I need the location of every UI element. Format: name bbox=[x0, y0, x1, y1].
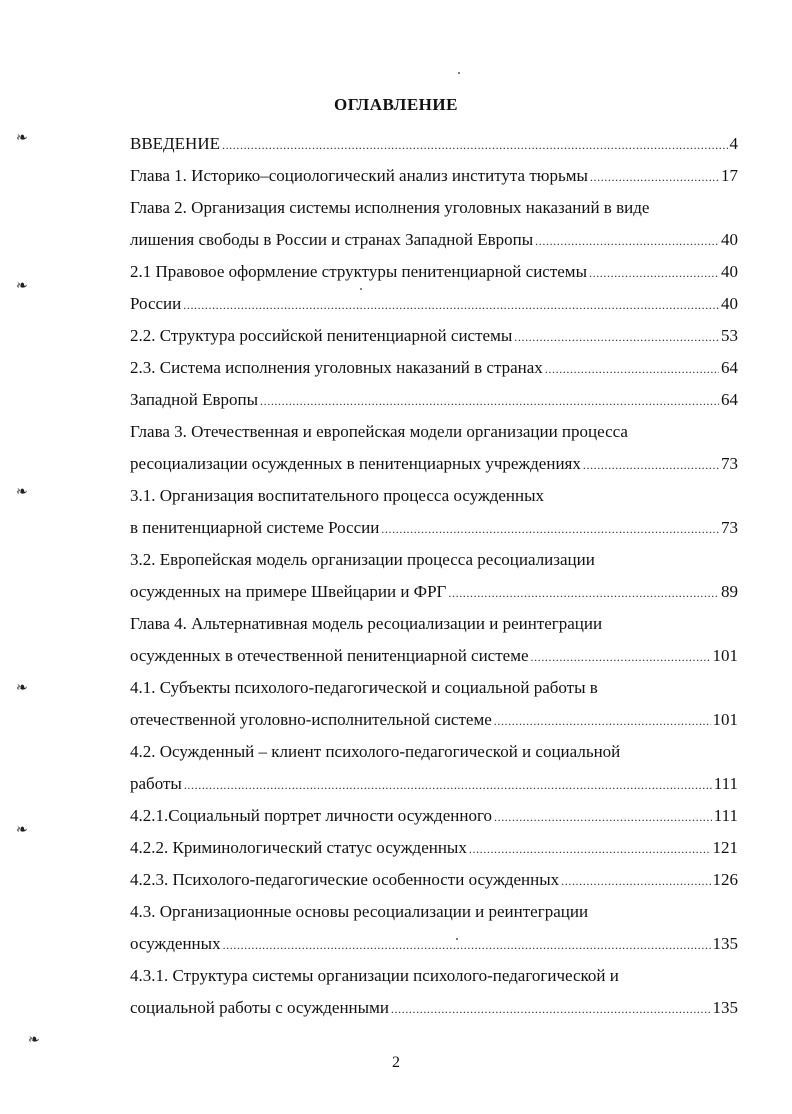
toc-entry[interactable] bbox=[130, 390, 738, 418]
dot-leader bbox=[184, 778, 712, 793]
dot-leader bbox=[545, 362, 719, 377]
toc-entry-text: ресоциализации осужденных в пенитенциарных учреждениях bbox=[130, 454, 581, 473]
toc-entry-page: 101 bbox=[712, 710, 738, 729]
toc-entry-text: отечественной уголовно-исполнительной системе bbox=[130, 710, 492, 729]
dot-leader bbox=[494, 810, 712, 825]
toc-entry-text: Глава 3. Отечественная и европейская модели организации процесса bbox=[130, 422, 628, 441]
toc-entry-text: 4.3.1. Структура системы организации психолого-педагогической и bbox=[130, 966, 619, 985]
toc-entry-text: Глава 2. Организация системы исполнения уголовных наказаний в виде bbox=[130, 198, 650, 217]
binder-hole-mark-icon: ❧ bbox=[16, 279, 28, 294]
dot-leader bbox=[469, 842, 711, 857]
binder-hole-mark-icon: ❧ bbox=[16, 485, 28, 500]
toc-entry-text: осужденных на примере Швейцарии и ФРГ bbox=[130, 582, 447, 601]
toc-entry-text: России bbox=[130, 294, 182, 313]
toc-entry-text: 3.2. Европейская модель организации процесса ресоциализации bbox=[130, 550, 595, 569]
dot-leader bbox=[260, 394, 719, 409]
toc-entry[interactable] bbox=[130, 870, 738, 898]
toc-entry-page: 135 bbox=[712, 998, 738, 1017]
toc-entry[interactable] bbox=[130, 262, 738, 290]
dot-leader bbox=[590, 170, 719, 185]
toc-entry[interactable] bbox=[130, 198, 738, 226]
page-title: ОГЛАВЛЕНИЕ bbox=[334, 95, 458, 114]
toc-entry[interactable] bbox=[130, 966, 738, 994]
toc-entry-text: осужденных в отечественной пенитенциарной системе bbox=[130, 646, 529, 665]
toc-entry[interactable] bbox=[130, 646, 738, 674]
toc-entry-text: 4.2.2. Криминологический статус осужденных bbox=[130, 838, 467, 857]
binder-hole-mark-icon: ❧ bbox=[28, 1033, 40, 1048]
toc-entry-text: в пенитенциарной системе России bbox=[130, 518, 380, 537]
toc-entry[interactable] bbox=[130, 614, 738, 642]
toc-entry[interactable] bbox=[130, 998, 738, 1026]
toc-entry-page: 40 bbox=[721, 230, 738, 249]
toc-entry[interactable] bbox=[130, 902, 738, 930]
toc-entry-page: 111 bbox=[713, 774, 738, 793]
toc-entry-page: 73 bbox=[721, 518, 738, 537]
toc-entry-page: 17 bbox=[721, 166, 738, 185]
toc-entry[interactable] bbox=[130, 710, 738, 738]
toc-entry[interactable] bbox=[130, 230, 738, 258]
dot-leader bbox=[535, 234, 719, 249]
scan-speck bbox=[360, 288, 362, 290]
toc-entry-text: 2.2. Структура российской пенитенциарной системы bbox=[130, 326, 513, 345]
binder-hole-mark-icon: ❧ bbox=[16, 131, 28, 146]
toc-entry[interactable] bbox=[130, 294, 738, 322]
toc-entry-page: 101 bbox=[712, 646, 738, 665]
toc-entry[interactable] bbox=[130, 550, 738, 578]
toc-entry-page: 89 bbox=[721, 582, 738, 601]
dot-leader bbox=[448, 586, 719, 601]
toc-entry-page: 73 bbox=[721, 454, 738, 473]
toc-entry[interactable] bbox=[130, 838, 738, 866]
toc-entry-text: Глава 1. Историко–социологический анализ института тюрьмы bbox=[130, 166, 588, 185]
toc-entry-text: 3.1. Организация воспитательного процесса осужденных bbox=[130, 486, 545, 505]
scan-speck bbox=[458, 72, 460, 74]
toc-entry[interactable] bbox=[130, 742, 738, 770]
toc-entry-text: Западной Европы bbox=[130, 390, 259, 409]
toc-entry-text: 2.1 Правовое оформление структуры пенитенциарной системы bbox=[130, 262, 587, 281]
toc-entry[interactable] bbox=[130, 422, 738, 450]
toc-entry-text: 4.2. Осужденный – клиент психолого-педагогической и социальной bbox=[130, 742, 621, 761]
binder-hole-mark-icon: ❧ bbox=[16, 823, 28, 838]
toc-entry-text: осужденных bbox=[130, 934, 221, 953]
dot-leader bbox=[561, 874, 710, 889]
toc-entry[interactable] bbox=[130, 134, 738, 162]
toc-entry-text: 4.1. Субъекты психолого-педагогической и социальной работы в bbox=[130, 678, 598, 697]
toc-entry-text: Глава 4. Альтернативная модель ресоциализации и реинтеграции bbox=[130, 614, 603, 633]
toc-entry[interactable] bbox=[130, 678, 738, 706]
binder-hole-mark-icon: ❧ bbox=[16, 681, 28, 696]
toc-entry-text: 4.3. Организационные основы ресоциализации и реинтеграции bbox=[130, 902, 589, 921]
toc-entry[interactable] bbox=[130, 774, 738, 802]
toc-entry-page: 111 bbox=[713, 806, 738, 825]
toc-entry[interactable] bbox=[130, 486, 738, 514]
dot-leader bbox=[381, 522, 719, 537]
toc-entry-text: ВВЕДЕНИЕ bbox=[130, 134, 220, 153]
toc-entry-text: 4.2.1.Социальный портрет личности осужденного bbox=[130, 806, 492, 825]
toc-entry-text: 2.3. Система исполнения уголовных наказаний в странах bbox=[130, 358, 543, 377]
toc-entry[interactable] bbox=[130, 806, 738, 834]
toc-entry[interactable] bbox=[130, 358, 738, 386]
toc-entry[interactable] bbox=[130, 582, 738, 610]
toc-entry-text: 4.2.3. Психолого-педагогические особенности осужденных bbox=[130, 870, 560, 889]
toc-entry[interactable] bbox=[130, 454, 738, 482]
toc-entry[interactable] bbox=[130, 518, 738, 546]
dot-leader bbox=[531, 650, 711, 665]
toc-entry-page: 4 bbox=[729, 134, 738, 153]
toc-entry-page: 135 bbox=[712, 934, 738, 953]
toc-entry[interactable] bbox=[130, 326, 738, 354]
toc-entry-page: 64 bbox=[721, 390, 738, 409]
toc-entry[interactable] bbox=[130, 166, 738, 194]
dot-leader bbox=[494, 714, 711, 729]
toc-entry-page: 121 bbox=[712, 838, 738, 857]
toc-entry-page: 53 bbox=[721, 326, 738, 345]
toc-entry-text: работы bbox=[130, 774, 182, 793]
toc-entry-page: 126 bbox=[712, 870, 738, 889]
dot-leader bbox=[391, 1002, 711, 1017]
toc-entry-page: 40 bbox=[721, 294, 738, 313]
toc-entry-text: социальной работы с осужденными bbox=[130, 998, 389, 1017]
dot-leader bbox=[514, 330, 719, 345]
toc-entry-text: лишения свободы в России и странах Западной Европы bbox=[130, 230, 534, 249]
dot-leader bbox=[223, 938, 711, 953]
dot-leader bbox=[583, 458, 719, 473]
toc-entry-page: 40 bbox=[721, 262, 738, 281]
toc-entry[interactable] bbox=[130, 934, 738, 962]
dot-leader bbox=[222, 138, 728, 153]
dot-leader bbox=[183, 298, 719, 313]
scan-speck bbox=[456, 938, 458, 940]
page-number: 2 bbox=[392, 1054, 400, 1071]
dot-leader bbox=[589, 266, 719, 281]
toc-entry-page: 64 bbox=[721, 358, 738, 377]
